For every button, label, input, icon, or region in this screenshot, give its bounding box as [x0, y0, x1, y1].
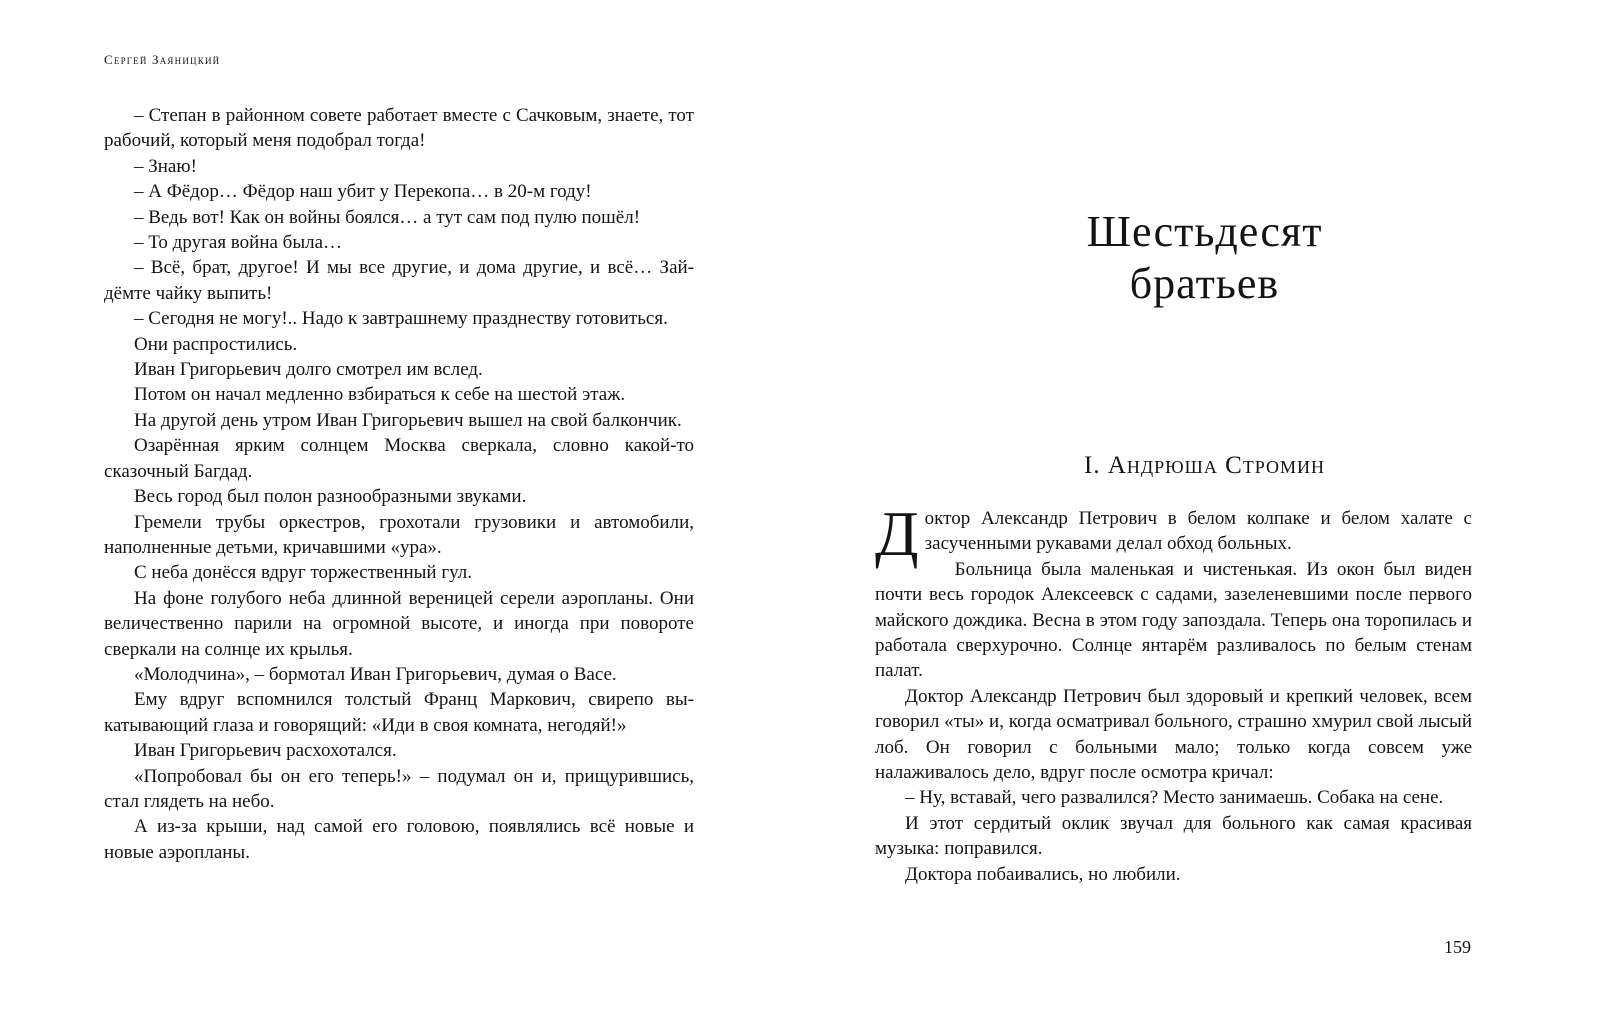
paragraph: – Ведь вот! Как он войны боялся… а тут сам под пулю пошёл!	[134, 206, 641, 228]
drop-cap: Д	[875, 498, 919, 569]
page-number: 159	[1444, 937, 1471, 957]
paragraph: Больница была маленькая и чистенькая. Из окон был виден почти весь городок Алексеевск с садами, зазеленевшими после первого майского дождика. Весна в этом году запоздала. Теперь она торопилась и работала сверхурочно. Солнце янтарём разливалось по белым стенам палат.	[875, 558, 1472, 682]
paragraph: Озарённая ярким солнцем Москва сверкала, словно какой-то сказочный Багдад.	[104, 435, 694, 482]
first-paragraph-text: октор Александр Петрович в белом колпаке и белом халате с засученными рукавами делал обход больных.	[924, 508, 1472, 555]
running-head-author: Сергей Заяницкий	[104, 52, 221, 67]
paragraph: А из-за крыши, над самой его головою, появлялись всё новые и новые аэропланы.	[104, 816, 694, 863]
paragraph: Они распростились.	[134, 333, 298, 355]
paragraph: Ему вдруг вспомнился толстый Франц Маркович, свирепо выкатывающий глаза и говорящий: «Иди в своя комната, негодяй!»	[104, 689, 694, 736]
paragraph: – Всё, брат, другое! И мы все другие, и дома другие, и всё… Зайдёмте чайку выпить!	[104, 257, 694, 304]
paragraph: Доктор Александр Петрович был здоровый и крепкий человек, всем говорил «ты» и, когда осматривал больного, страшно хмурил свой лысый лоб. Он говорил с больными мало; только когда совсем уже налаживалось дело, вдруг после осмотра кричал:	[875, 685, 1472, 784]
left-page-text	[104, 103, 694, 865]
paragraph: – Ну, вставай, чего развалился? Место занимаешь. Собака на сене.	[905, 787, 1444, 809]
paragraph: И этот сердитый оклик звучал для больного как самая красивая музыка: поправился.	[875, 812, 1472, 860]
first-paragraph	[875, 498, 1472, 569]
paragraph: Потом он начал медленно взбираться к себе на шестой этаж.	[134, 384, 626, 406]
paragraph: С неба донёсся вдруг торжественный гул.	[134, 562, 473, 584]
paragraph: – То другая война была…	[134, 232, 343, 254]
paragraph: – Степан в районном совете работает вместе с Сачковым, знаете, тот рабочий, который меня подобрал тогда!	[104, 105, 694, 152]
paragraph: «Молодчина», – бормотал Иван Григорьевич, думая о Васе.	[134, 663, 617, 685]
right-page-text	[875, 498, 1472, 887]
right-page	[803, 0, 1606, 1025]
paragraph: – Сегодня не могу!.. Надо к завтрашнему празднеству готовиться.	[134, 308, 668, 330]
paragraph: Иван Григорьевич расхохотался.	[134, 740, 397, 762]
chapter-title-line: братьев	[1129, 259, 1280, 308]
paragraph: На другой день утром Иван Григорьевич вышел на свой балкончик.	[134, 409, 682, 431]
paragraph: Иван Григорьевич долго смотрел им вслед.	[134, 359, 483, 381]
paragraph: – А Фёдор… Фёдор наш убит у Перекопа… в 20-м году!	[134, 181, 592, 203]
paragraph: «Попробовал бы он его теперь!» – подумал он и, прищурившись, стал глядеть на небо.	[104, 765, 694, 812]
chapter-title	[803, 206, 1606, 310]
paragraph: На фоне голубого неба длинной вереницей серели аэропланы. Они величественно парили на огромной высоте, и иногда при повороте сверкали на солнце их крылья.	[104, 587, 694, 660]
paragraph: – Знаю!	[134, 155, 197, 177]
paragraph: Доктора побаивались, но любили.	[905, 863, 1181, 885]
section-title: I. Андрюша Стромин	[1084, 452, 1325, 479]
chapter-title-line: Шестьдесят	[1086, 207, 1323, 256]
paragraph: Весь город был полон разнообразными звуками.	[134, 486, 527, 508]
paragraph: Гремели трубы оркестров, грохотали грузовики и автомобили, наполненные детьми, кричавшими «ура».	[104, 511, 694, 558]
